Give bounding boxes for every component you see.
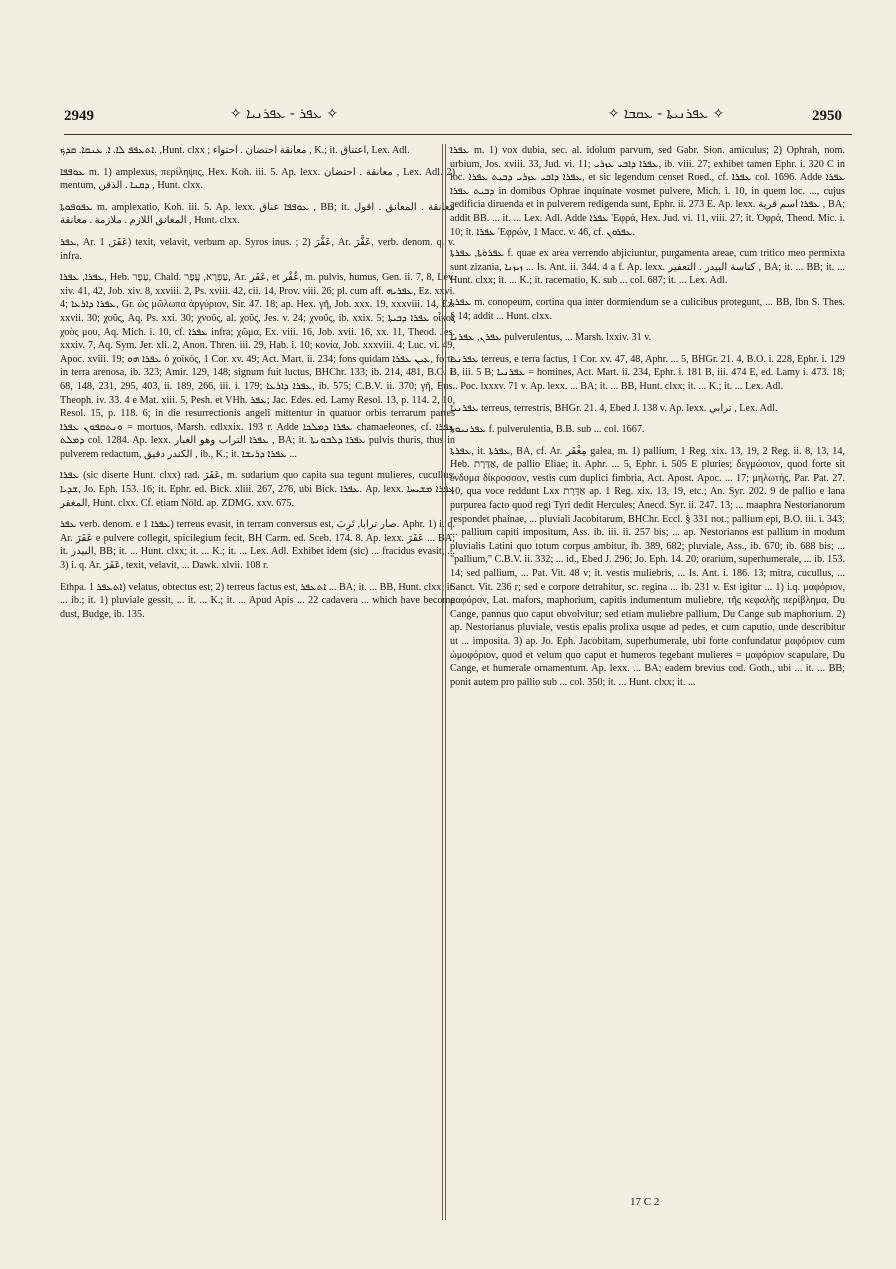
page-header [46, 98, 852, 138]
left-running-head: ✧ ܥܦܪ - ܥܦܪܢܝܐ ✧ [229, 106, 339, 122]
column-divider [442, 144, 443, 1220]
entry: ܥܦܪܢ, ܥܦܪܢܐ pulverulentus, ... Marsh. lxxiv. 31 v. [450, 332, 652, 344]
entry: ܥܦܪܬܐ m. conopeum, cortina qua inter dormiendum se a culicibus protegunt, ... BB, Ibn S. Thes. § 14; addit ... Hunt. clxx. [450, 296, 845, 322]
left-page-number: 2949 [64, 108, 94, 124]
entry: ܥܦܪܐ m. 1) vox dubia, sec. al. idolum parvum, sed Gabr. Sion. amiculus; 2) Ophrah, nom. urbium, Jos. xviii. 33, Jud. vi. 11; ܥܦܪܐ ܕܐܒܝ ܥܙܪܝ, ib. viii. 27; exhibet tamen Ephr. i. 320 C in loc. ܥܦܪܐ ܕܐܒܝ ܥܙܪܝ ܕܒܝܬ ܥܦܪܐ, et sic legendum censet Roed., cf. ܥܦܪܐ col. 1696. Adde ܥܦܪܐ ܕܒܝܬ ܥܦܪܐ in domibus Ophrae inquinate vosmet pulvere, Mich. i. 10, in quem loc. ..., cujus aedificia diruenda et in pulverem redigenda sunt, Ephr. ii. 273 E. Ap. lexx. ܥܦܪܐ اسم قرية , BA; addit BB. ... it. ... Lex. Adl. Adde ܥܦܪܐ Ἐφρά, Hex. Jud. vi. 11, viii. 27; it. Ὀφρά, Theod. Mic. i. 10; it. ܥܦܪܐ Ἐφρών, 1 Macc. v. 46, cf. ܥܦܪܘܢ. [450, 145, 845, 238]
right-running-head: ✧ ܥܦܪܢܝܬܐ - ܥܩܒܐ ✧ [607, 106, 725, 122]
entry: ܥܦܪ verb. denom. e ܥܦܪܐ 1) terreus evasit, in terram conversus est, صار ترابا, تَرِبَ. Aphr. 1) i. q. Ar. عَفَرَ e pulvere collegit, spicilegium fecit, BH Carm. ed. Sceb. 174. 8. Ap. lexx. عَفَرَ ... BA; it. البيدر, BB; it. ... Hunt. clxx; it. ... K.; it. ... Lex. Adl. Exhibet idem (sic) ... fracidus evasit, ... 3) i. q. Ar. عَفَرَ, texit, velavit, ... Dawk. xlvii. 108 r. [60, 519, 455, 572]
entry: ܥܦܪܢܝܐ terreus, terrestris, BHGr. 21. 4, Ebed J. 138 v. Ap. lexx. ترابي , Lex. Adl. [450, 402, 778, 414]
header-rule [64, 134, 852, 135]
left-column [60, 144, 455, 629]
entry: ܥܦܪܐ, ܥܦܪܐ, Heb. עָפָר, Chald. עַפְרָא, עֲפָר, Ar. عَفَر, et عُفْر, m. pulvis, humus, Gen. ii. 7, 8, Lev. xiv. 41, 42, Job. xiv. 8, xxviii. 2, Ps. xviii. 42, cii. 14, Prov. viii. 26; pl. cum aff. ܥܦܪܝܗ, Ez. xxvi. 4; ܥܦܪܐ ܕܐܪܥܐ, Gr. ὡς μῶλωπα ἀργύριον, Sir. 47. 18; ap. Hex. γῆ, Job. xxx. 19, xxxviii. 14, Ez. xxvii. 30; χοῦς, Aq. Ps. xxi. 30; χνοῦς, al. χοῦς, Jes. v. 24; χνοῦς, ib. xxix. 5; ܥܦܪܐ ܕܒܝܬܐ οἶκος χοὸς μου, Aq. Mich. i. 10, cf. ܥܦܪܐ infra; χῶμα, Ex. viii. 16, Job. xvii. 16, xx. 11, Theod. Jes. xxxiv. 7, Aq. Sym. Jer. xli. 2, Anon. Thren. iii. 29, Hab. i. 10; κονία, Job. xxxviii. 4; Luc. vi. 49, Apoc. xviii. 19; ܥܦܪܐ ܗܘ ὁ χοϊκός, 1 Cor. xv. 49; Act. Mart. ii. 234; fons quidam ܥܝܢ ܥܦܪܐ, forte in terra arenosa, ib. 323; Amir. 129, 148; signum fuit luctus, BHChr. 133; ib. 214, 481, B.O. i. 68, 148, 231, 295, 403, ii. 189, 266, iii. i. 179; ܥܦܪܐ ܕܐܪܥܐ, ib. 575; C.B.V. ii. 370; γῆ, Eus. Theoph. iv. 33. 4 e Mat. xiii. 5, Pesh. et VHh. ܥܦܪ; Jac. Edes. ed. Lamy Resol. 13, p. 114. 2, 10, Resol. 15, p. 118. 6; in die resurrectionis angeli mittentur in quatuor orbis terrarum partes ܘܢܬܩܦܘܢ ܥܦܪܐ = mortuos, Marsh. cdlxxix. 193 r. Adde ܥܦܪܐ ܕܡܠܟܐ chamaeleones, cf. ܥܦܪܐ ܕܡܠܬ col. 1284. Ap. lexx. ܥܦܪܐ التراب وهو الغبار , BA; it. ܥܦܪܐ ܕܠܒܘܢܬܐ pulvis thuris, thus in pulverem redactum, الكندر دقيق , ib., K.; it. ܥܦܪܐ ܕܪܝܫܐ ... [60, 272, 455, 460]
entry: ܥܘܦܦܐ m. 1) amplexus, περίληψις, Hex. Koh. iii. 5. Ap. lexx. معانقة . احتضان , Lex. Adl. 2) mentum, ܕܩܢܐ . الذقن , Hunt. clxx. [60, 166, 455, 192]
right-column [450, 144, 845, 697]
entry: ܐܬܥܦܦ ܠܐ. ܐ. ܥܢܩܐ. ܩܕܟ. ,Hunt. clxx ; معانقة احتضان . احتواء , K.; it. اعتناق, Lex. Adl. [60, 145, 410, 156]
entry: ܥܦܪܢܝܐ terreus, e terra factus, 1 Cor. xv. 47, 48, Aphr. ... 5, BHGr. 21. 4, B.O. i. 228, Ephr. i. 129 B, iii. 5 B; ܥܦܪܢܝܐ = homines, Act. Mart. ii. 234, Ephr. i. 181 B, iii. 474 E, ed. Lamy i. 473. 18; ... Poc. lxxxv. 71 v. Ap. lexx. ... BA; it. ... BB, Hunt. clxx; it. ... K.; it. ... Lex. Adl. [450, 353, 845, 392]
entry: ܥܦܘܦܘܬܐ m. amplexatio, Koh. iii. 5. Ap. lexx. ܥܘܦܦܐ عناق , BB; it. معانقة . المعانق . اقول المعانق اللازم . ملازمة . معانقة , Hunt. clxx. [60, 201, 455, 227]
entry: ܥܦܪܬܐ, it. ܥܦܪܬܐ, BA, cf. Ar. مِغْفَر galea, m. 1) pallium, 1 Reg. xix. 13, 19, 2 Reg. ii. 8, 13, 14, Heb. אַדֶּרֶת, de pallio Eliae; it. Aphr. ... 5, Ephr. i. 505 E pluries; δεγμώσιον, quod forte sit ἔνδυμα δίκροσσον, vestis cum duplici fimbria, Act. Apost. Apoc. ... 17; μηλωτής, Par. Pat. 27. 10, qua voce reddunt Lxx אַדֶּרֶת ap. 1 Reg. xix. 13, 19, etc.; An. Syr. 202. 9 de pallio e lana purpurea facto quod regi Tyri dedit Hercules; Anecd. Syr. ii. 247. 13; ... maaphra Nestorianorum respondet phainae, ... pluviali Jacobitarum, BHChr. Eccl. § 331 not.; pallium epi, B.O. iii. i. 343; ... pallium capiti impositum, Ass. ib. iii. ii. 257 bis; ... ap. Nestorianos est pallium in modum pluvialis Latini quo totum corpus ambitur, ib. 389, 682; pluviale, Ass., ib. 670; ib. 688 bis; ... "pallium," C.B.V. ii. 332; ... id., Ebed J. 296; Jo. Eph. 14. 20; orarium, superhumerale, ... ib. 153. 14; sed pallium, ... Pat. Vit. 48 v; it. vestis muliebris, ... Is. Ant. i. 186. 13; mitra, cucullus, ... Sanct. Vit. 236 r; sed e corpore detrahitur, sc. regina ... ib. 231 v. Est igitur ... 1) i.q. μαφόριον, μαφόρον, Lat. mafors, maphorium, capitis indumentum muliebre, τῆς κεφαλῆς περίβλημα, Du Cange, pannus quo caput obvolvitur; sed etiam muliebre pallium, Du Cange sub maphorium. 2) ap. Nestorianus pluviale, vestis epalis prolixa usque ad pedes, et cum caputio, unde describitur ut ... imposita. 3) ap. Jo. Eph. Jacobitam, superhumerale, ubi forte confundatur μαφόριον cum ὠμοφόριον, quod et velum quo caput et humeros tegebant mulieres = μαφόριον scapulare, Du Cange, et humerale ornamentum. Ap. lexx. ... BA; eadem brevius cod. Goth., ubi ... it. ... BB; ponit autem pro pallio sub ... col. 350; it. ... Hunt. clxx; it. ... [450, 445, 845, 688]
entry: ܥܦܪܐ (sic diserte Hunt. clxx) rad. عَفَرَ, m. sudarium quo capita sua tegunt mulieres, cucullus, ܫܕܝܐ, Jo. Eph. 153. 16; it. Ephr. ed. Bick. xliii. 267, 276, ubi Bick. ܥܦܪܐ. Ap. lexx. ܥܦܪܐ ܡܫܝܚܐ المغفر, Hunt. clxx. Cf. etiam Nöld. ap. ZDMG. xxv. 675. [60, 470, 455, 509]
right-page-number: 2950 [812, 108, 842, 124]
entry: ܥܦܪܢܝܘܬܐ f. pulverulentia, B.B. sub ... col. 1667. [450, 424, 645, 436]
entry: Ethpa. ܐܬܥܦܪ 1) velatus, obtectus est; 2) terreus factus est, ܐܬܥܦܪ ... BA; it. ... BB, Hunt. clxx; it. ... ib.; it. 1) pluviale gessit, ... it. ... K.; it. ... Apud Apis ... 22 cadavera ... which have become dust, Budge, ib. 135. [60, 581, 455, 620]
signature-mark: 17 C 2 [630, 1196, 660, 1208]
column-divider [445, 144, 446, 1220]
entry: ܥܦܪܘܬܐ, ܥܦܪܬܐ f. quae ex area verrendo abjiciuntur, purgamenta areae, cum tritico meo permixta sunt zizania, ܙܝܙܢܐ ... Is. Ant. ii. 344. 4 a f. Ap. lexx. كناسة البيدر . التعفير , BA; it. ... BB; it. ... Hunt. clxx; it. ... K.; it. racematio, K. sub ... col. 687; it. ... Lex. Adl. [450, 248, 845, 287]
entry: ܥܦܪ, Ar. عَفَرَ, 1) texit, velavit, verbum ap. Syros inus. ; 2) عَفَّرَ, Ar. عَفَّرَ, verb. denom. q. v. infra. [60, 236, 455, 262]
